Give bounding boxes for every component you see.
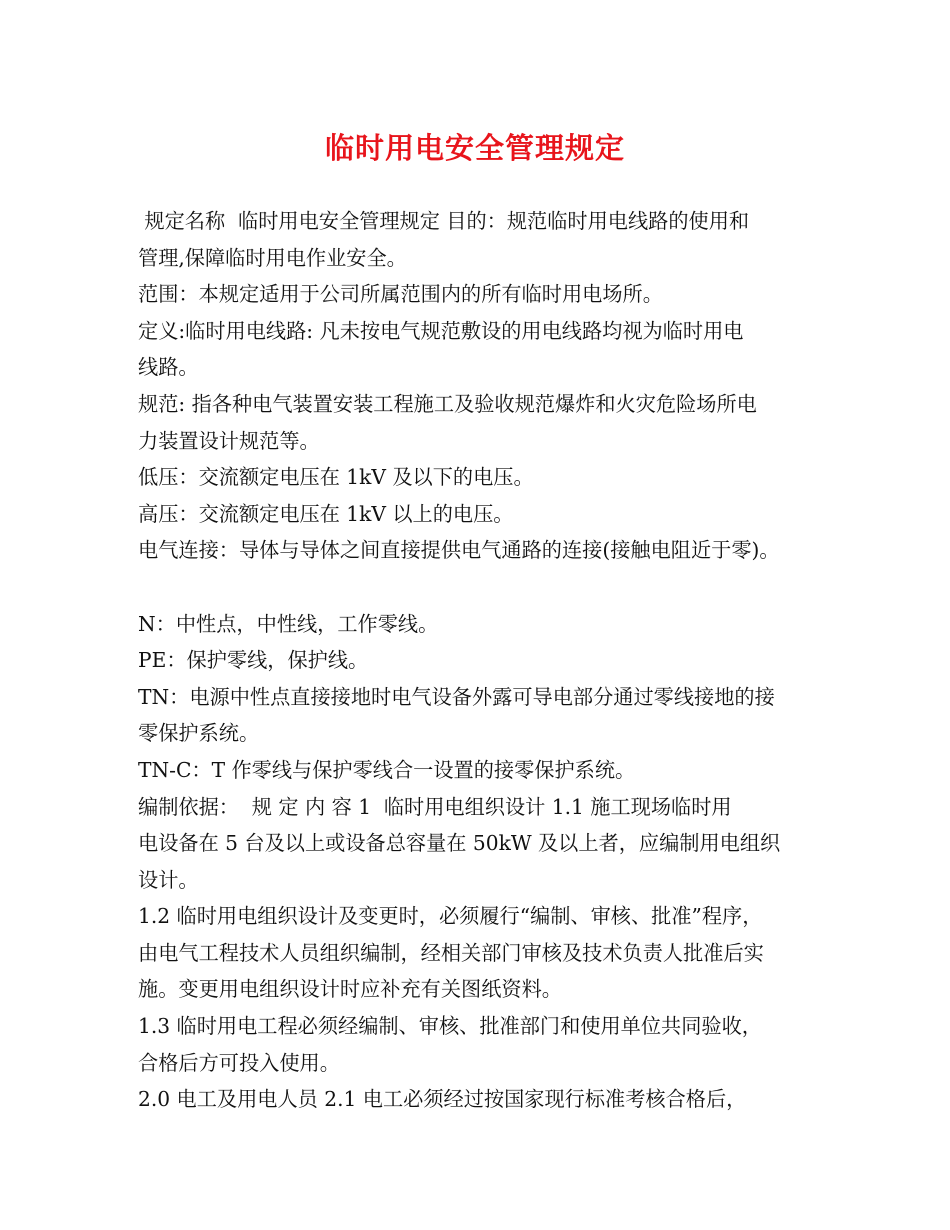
body-line: 电设备在 5 台及以上或设备总容量在 50kW 及以上者，应编制用电组织	[138, 831, 781, 856]
body-line: 范围：本规定适用于公司所属范围内的所有临时用电场所。	[138, 282, 663, 307]
body-line: 定义:临时用电线路: 凡未按电气规范敷设的用电线路均视为临时用电	[138, 318, 744, 343]
body-line: 力装置设计规范等。	[138, 428, 320, 453]
body-line: 由电气工程技术人员组织编制，经相关部门审核及技术负责人批准后实	[138, 940, 764, 965]
body-line: 1.3 临时用电工程必须经编制、审核、批准部门和使用单位共同验收，	[138, 1014, 762, 1039]
body-line: 电气连接：导体与导体之间直接提供电气通路的连接(接触电阻近于零)。	[138, 538, 780, 563]
body-line: 编制依据： 规 定 内 容 1 临时用电组织设计 1.1 施工现场临时用	[138, 794, 732, 819]
body-line: 设计。	[138, 867, 199, 892]
body-line: 规范: 指各种电气装置安装工程施工及验收规范爆炸和火灾危险场所电	[138, 391, 757, 416]
body-line: 施。变更用电组织设计时应补充有关图纸资料。	[138, 977, 562, 1002]
body-line: 零保护系统。	[138, 721, 260, 746]
body-line: 高压：交流额定电压在 1kV 以上的电压。	[138, 501, 514, 526]
body-line: N：中性点，中性线，工作零线。	[138, 611, 439, 636]
body-line: 线路。	[138, 355, 199, 380]
body-line: TN-C：T 作零线与保护零线合一设置的接零保护系统。	[138, 757, 636, 782]
body-line: 管理,保障临时用电作业安全。	[138, 245, 407, 270]
document-title: 临时用电安全管理规定	[324, 131, 625, 165]
body-line: 低压：交流额定电压在 1kV 及以下的电压。	[138, 465, 534, 490]
body-line: 规定名称 临时用电安全管理规定 目的：规范临时用电线路的使用和	[138, 209, 750, 233]
body-line: 2.0 电工及用电人员 2.1 电工必须经过按国家现行标准考核合格后，	[138, 1087, 747, 1112]
body-line: TN：电源中性点直接接地时电气设备外露可导电部分通过零线接地的接	[138, 684, 775, 709]
body-line: 1.2 临时用电组织设计及变更时，必须履行“编制、审核、批准”程序，	[138, 904, 763, 929]
document-body	[138, 203, 828, 1118]
blank-line	[138, 569, 828, 606]
body-line: 合格后方可投入使用。	[138, 1050, 340, 1075]
body-line: PE：保护零线，保护线。	[138, 648, 369, 673]
